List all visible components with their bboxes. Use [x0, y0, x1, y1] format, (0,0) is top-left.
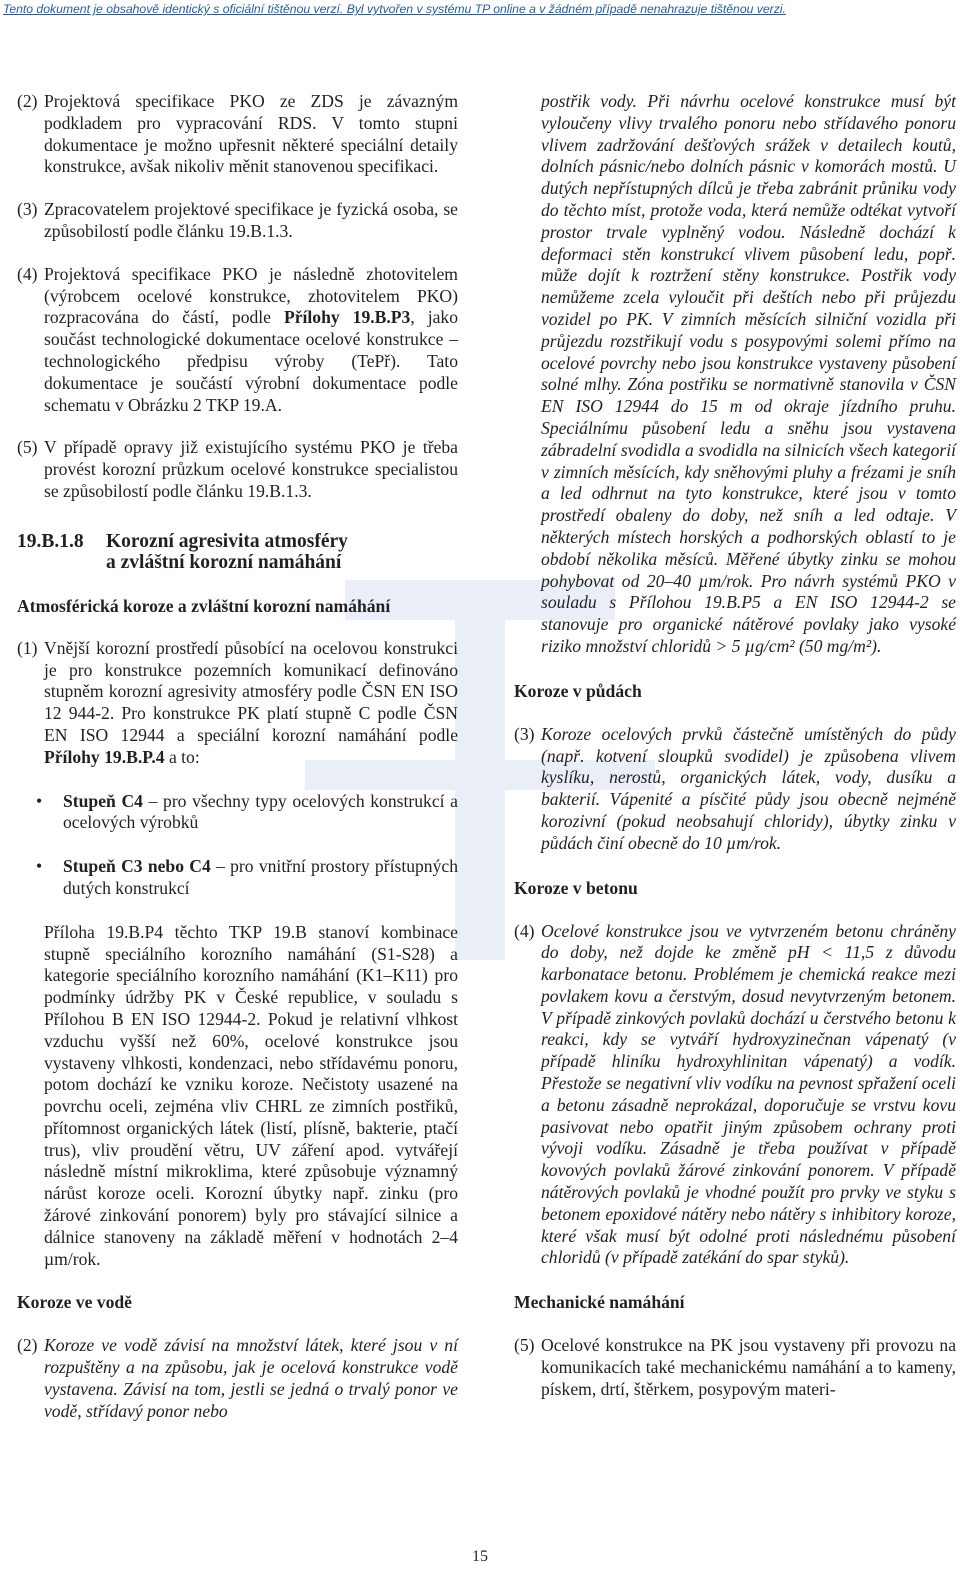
subheading-water: Koroze ve vodě — [17, 1292, 132, 1313]
subheading-concrete: Koroze v betonu — [514, 877, 638, 898]
paragraph-text: , jako součást technologické dokumentace ocelové konstrukce – technologického předpisu výroby (TePř). Tato dokumentace je součástí výrobní dokumentace podle schematu v Obrázku 2 TKP 19.A. — [44, 307, 458, 415]
paragraph-appendix: Příloha 19.B.P4 těchto TKP 19.B stanoví kombinace stupně speciálního korozního namáhání (S1-S28) a kategorie speciálního korozního namáhání (K1–K11) pro podmínky údržby PK v České republice, v souladu s Přílohou B EN ISO 12944-2. Pokud je relativní vlhkost vzduchu vyšší než 60%, ocelové konstrukce jsou vystaveny vlhkosti, kondenzaci, nebo střídavému ponoru, potom dochází ke vzniku koroze. Nečistoty usazené na povrchu oceli, zejména vliv CHRL ze zimních postřiků, přítomnost organických látek (listí, plísně, bakterie, ptačí trus), vliv proudění větru, UV záření apod. vytvářejí následně místní mikroklima, které způsobuje významný nárůst koroze oceli. Korozní úbytky např. zinku (pro žárové zinkování ponorem) byly pro stávající silnice a dálnice stanoveny na základě měření v hodnotách 2–4 µm/rok. — [44, 921, 458, 1269]
right-column — [514, 91, 956, 1401]
bullet-text: – pro vnitřní prostory přístupných dutých konstrukcí — [63, 856, 459, 898]
paragraph-2 — [17, 91, 458, 178]
section-heading — [17, 531, 458, 573]
paragraph-number: (4) — [17, 263, 38, 284]
disclaimer-banner — [0, 0, 960, 21]
paragraph-number: (2) — [17, 91, 38, 111]
subheading-atmospheric: Atmosférická koroze a zvláštní korozní namáhání — [17, 595, 391, 616]
paragraph-continued: postřik vody. Při návrhu ocelové konstrukce musí být vyloučeny vlivy trvalého ponoru nebo střídavého ponoru vlivem zadržování dešťových srážek v detailech koutů, dolních pásnic/nebo dolních pásnic v komorách mostů. U dutých nepřístupných dílců je třeba zabránit průniku vody do těchto míst, protože voda, která nemůže odtékat vytvoří prostor trvale vyplněný vodou. Následně dochází k deformaci stěn konstrukcí vlivem působení ledu, popř. může dojít k roztržení stěny konstrukce. Postřik vody nemůžeme zcela vyloučit při deštích nebo při průjezdu vozidel po PK. V zimních měsících silniční vozidla při průjezdu rozstřikují vodu s posypovými solemi přímo na ocelové povrchy nebo jsou konstrukce vystaveny působení solné mlhy. Zóna postřiku se normativně stanovila v ČSN EN ISO 12944 do 15 m od okraje jízdního pruhu. Speciálnímu působení ledu a sněhu jsou vystavena zábradelní svodidla a svodidla na silnicích všech kategorií v zimních měsících, kdy sněhovými pluhy a frézami je sníh a led odhrnut na tyto konstrukce, které jsou v tomto prostředí obaleny do doby, než sníh a led odtaje. V některých místech horských a podhorských oblastí to je období několika měsíců. Měřené úbytky zinku se mohou pohybovat od 20–40 µm/rok. Pro návrh systémů PKO v souladu s Přílohou 19.B.P5 a EN ISO 12944-2 se stanovuje pro organické nátěrové povlaky jako vysoké riziko množství chloridů > 5 µg/cm² (50 mg/m²). — [541, 91, 956, 656]
paragraph-text: Ocelové konstrukce na PK jsou vystaveny při provozu na komunikacích také mechanickému namáhání a to kameny, pískem, drtí, štěrkem, posypovým materi- — [541, 1335, 956, 1399]
bullet-marker: • — [36, 856, 43, 877]
paragraph-4 — [17, 264, 458, 417]
paragraph-text: Koroze ocelových prvků částečně umístěných do půdy (např. kotvení sloupků svodidel) je způsobena vlivem kyslíku, nerostů, organických látek, vody, dusíku a bakterií. Vápenité a písčité půdy jsou obecně nejméně korozivní (pokud neobsahují chloridy), úbytky zinku v půdách činí obecně do 10 µm/rok. — [541, 723, 956, 853]
paragraph-5 — [17, 437, 458, 502]
paragraph-text: a to: — [164, 746, 200, 767]
paragraph-number: (3) — [17, 199, 38, 220]
appendix-reference: Přílohy 19.B.P.4 — [44, 746, 165, 767]
appendix-reference: Přílohy 19.B.P3 — [283, 307, 411, 328]
paragraph-text: Vnější korozní prostředí působící na ocelovou konstrukci je pro konstrukce pozemních komunikací definováno stupněm korozní agresivity atmosféry podle ČSN EN ISO 12 944-2. Pro konstrukce PK platí stupně C podle ČSN EN ISO 12944 a speciální korozní namáhání podle — [44, 637, 458, 745]
paragraph-text: Projektová specifikace PKO ze ZDS je závazným podkladem pro vypracování RDS. V tomto stupni dokumentace je možno upřesnit některé speciální detaily konstrukce, avšak nikoliv měnit stanovenou specifikaci. — [44, 91, 458, 177]
paragraph-number: (1) — [17, 637, 38, 658]
paragraph-mechanical-5 — [514, 1335, 956, 1400]
bullet-label: Stupeň C4 — [63, 790, 143, 811]
paragraph-number: (3) — [514, 723, 535, 744]
paragraph-text: V případě opravy již existujícího systému PKO je třeba provést korozní průzkum ocelové konstrukce specialistou se způsobilostí podle článku 19.B.1.3. — [44, 437, 458, 501]
paragraph-soil-3 — [514, 724, 956, 855]
bullet-label: Stupeň C3 nebo C4 — [63, 856, 211, 877]
paragraph-number: (5) — [17, 437, 38, 458]
page-number: 15 — [472, 1548, 488, 1565]
paragraph-text: Zpracovatelem projektové specifikace je fyzická osoba, se způsobilostí podle článku 19.B.1.3. — [44, 199, 458, 241]
paragraph-water-2 — [17, 1335, 458, 1422]
bullet-item — [17, 791, 458, 835]
paragraph-number: (5) — [514, 1335, 535, 1356]
section-title-line: Korozní agresivita atmosféry — [106, 530, 348, 552]
subheading-soil: Koroze v půdách — [514, 680, 642, 701]
paragraph-text: Ocelové konstrukce jsou ve vytvrzeném betonu chráněny do doby, než dojde ke změně pH < 11,5 z důvodu karbonatace betonu. Problémem je chemická reakce mezi povlakem kovu a čerstvým, dosud nevytvrzeným betonem. V případě zinkových povlaků dochází u čerstvého betonu k reakci, kdy se vytváří hydroxyzinečnan vápenatý (v případě hliníku hydroxyhlinitan vápenatý) a vodík. Přestože se negativní vliv vodíku na pevnost spřažení oceli a betonu zásadně neprokázal, doporučuje se vrstvu kovu pasivovat nebo opatřit jiným způsobem ochrany proti vývoji vodíku. Zásadně je třeba používat v případě kovových povlaků žárové zinkování ponorem. V případě nátěrových povlaků je vhodné použít pro prvky ve styku s betonem epoxidové nátěry nebo nátěry s inhibitory koroze, které však musí být odolné proti následnému působení chloridů (v případě zatékání do spar styků). — [541, 920, 956, 1268]
paragraph-text: Koroze ve vodě závisí na množství látek, které jsou v ní rozpuštěny a na způsobu, jak je ocelová konstrukce vodě vystavena. Závisí na tom, jestli se jedná o trvalý ponor ve vodě, střídavý ponor nebo — [44, 1335, 458, 1421]
section-title — [106, 531, 348, 573]
left-column — [17, 91, 458, 1423]
bullet-text: – pro všechny typy ocelových konstrukcí a ocelových výrobků — [63, 790, 458, 833]
bullet-marker: • — [36, 790, 43, 811]
paragraph-3 — [17, 199, 458, 243]
paragraph-text: Projektová specifikace PKO je následně zhotovitelem (výrobcem ocelové konstrukce, zhotovitelem PKO) rozpracována do částí, podle — [44, 263, 458, 328]
bullet-item — [17, 856, 458, 900]
paragraph-1 — [17, 638, 458, 769]
paragraph-number: (4) — [514, 920, 535, 941]
subheading-mechanical: Mechanické namáhání — [514, 1292, 685, 1313]
section-title-line: a zvláštní korozní namáhání — [106, 551, 342, 573]
paragraph-number: (2) — [17, 1335, 38, 1356]
paragraph-concrete-4 — [514, 921, 956, 1270]
section-number: 19.B.1.8 — [17, 530, 84, 552]
disclaimer-text: Tento dokument je obsahově identický s oficiální tištěnou verzí. Byl vytvořen v systému TP online a v žádném případě nenahrazuje tištěnou verzi. — [3, 2, 786, 16]
